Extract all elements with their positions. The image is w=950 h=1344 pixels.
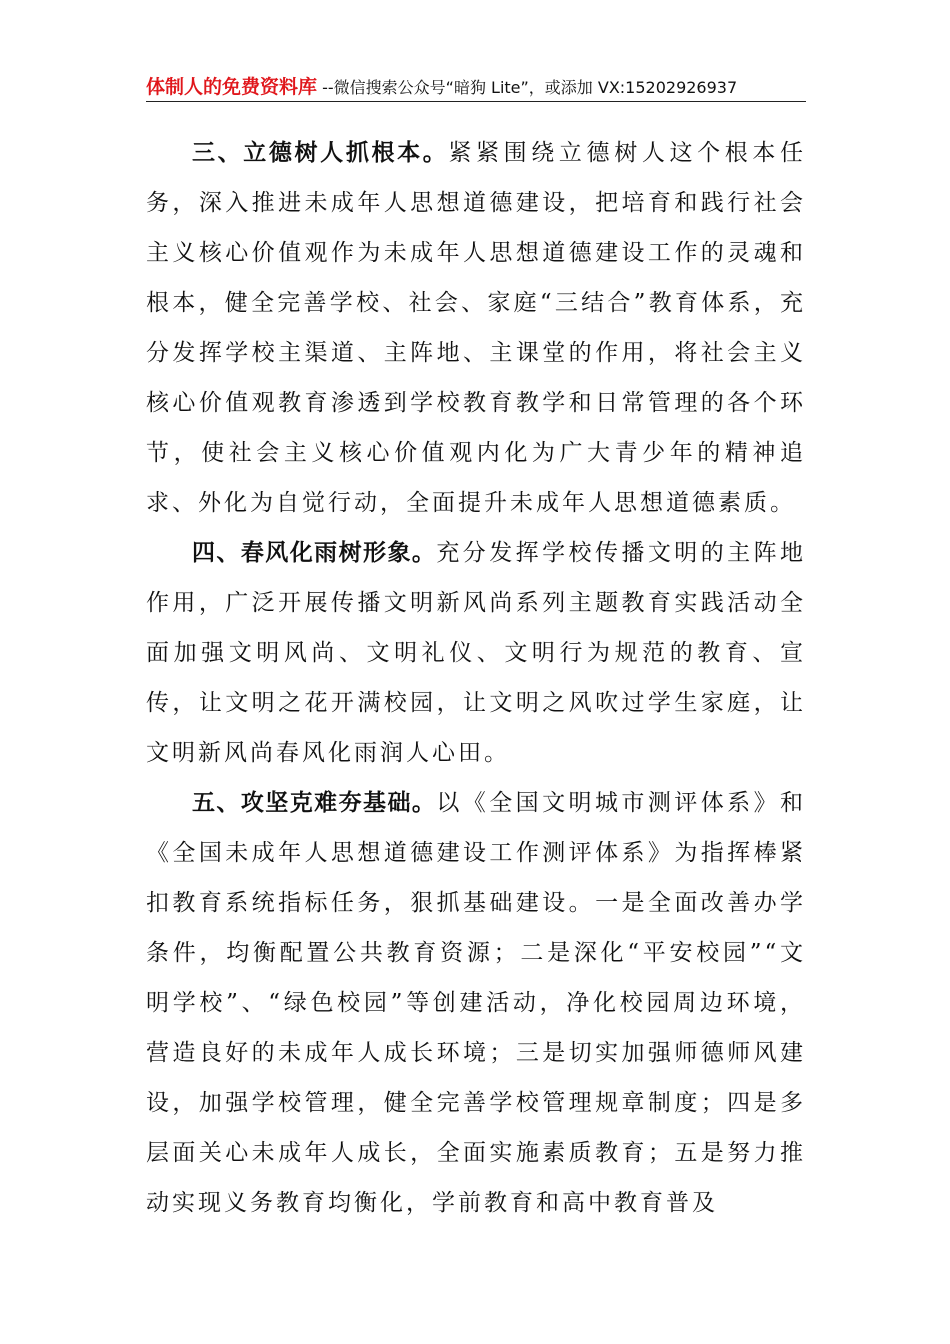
paragraph-four-text: 充分发挥学校传播文明的主阵地作用，广泛开展传播文明新风尚系列主题教育实践活动全面加强文明风尚、文明礼仪、文明行为规范的教育、宣传，让文明之花开满校园，让文明之风吹过学生家庭，让文明新风尚春风化雨润人心田。 bbox=[146, 540, 807, 766]
paragraph-five-heading: 五、攻坚克难夯基础。 bbox=[192, 790, 437, 816]
paragraph-three bbox=[146, 128, 806, 528]
paragraph-five bbox=[146, 778, 806, 1228]
paragraph-four-heading: 四、春风化雨树形象。 bbox=[192, 540, 437, 566]
paragraph-four bbox=[146, 528, 806, 778]
paragraph-three-text: 紧紧围绕立德树人这个根本任务，深入推进未成年人思想道德建设，把培育和践行社会主义核心价值观作为未成年人思想道德建设工作的灵魂和根本，健全完善学校、社会、家庭“三结合”教育体系，充分发挥学校主渠道、主阵地、主课堂的作用，将社会主义核心价值观教育渗透到学校教育教学和日常管理的各个环节，使社会主义核心价值观内化为广大青少年的精神追求、外化为自觉行动，全面提升未成年人思想道德素质。 bbox=[146, 140, 807, 516]
paragraph-five-text: 以《全国文明城市测评体系》和《全国未成年人思想道德建设工作测评体系》为指挥棒紧扣教育系统指标任务，狠抓基础建设。一是全面改善办学条件，均衡配置公共教育资源；二是深化“平安校园”“文明学校”、“绿色校园”等创建活动，净化校园周边环境，营造良好的未成年人成长环境；三是切实加强师德师风建设，加强学校管理，健全完善学校管理规章制度；四是多层面关心未成年人成长，全面实施素质教育；五是努力推动实现义务教育均衡化，学前教育和高中教育普及 bbox=[146, 790, 807, 1216]
paragraph-three-heading: 三、立德树人抓根本。 bbox=[192, 140, 449, 166]
page-header bbox=[146, 72, 808, 99]
header-brand: 体制人的免费资料库 bbox=[146, 76, 318, 98]
header-contact: --微信搜索公众号“暗狗 Lite”，或添加 VX:15202926937 bbox=[317, 78, 738, 97]
header-divider bbox=[146, 101, 806, 102]
document-body bbox=[146, 128, 806, 1228]
